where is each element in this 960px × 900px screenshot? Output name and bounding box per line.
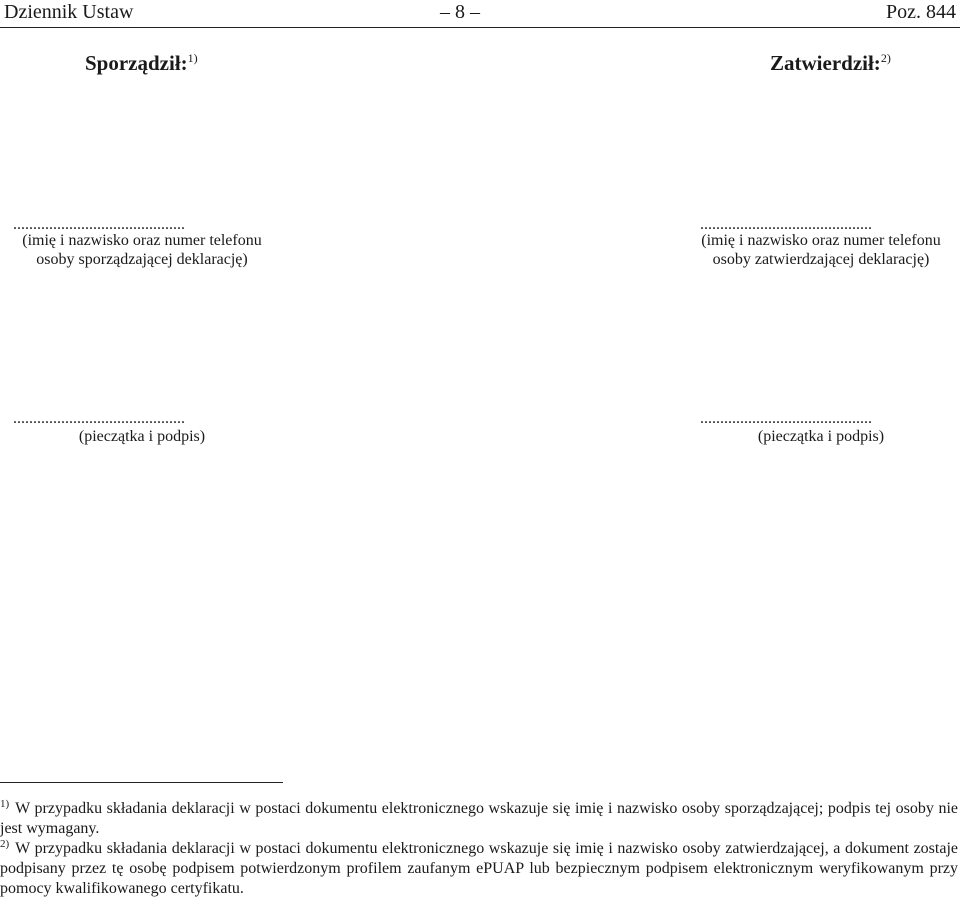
prepared-by-label: Sporządził: [85,51,188,75]
footnote-2 [0,834,958,899]
prepared-by-title [85,46,198,75]
footnote-1-marker: 1) [0,798,10,810]
preparer-signature-line: ........................................... [13,410,185,427]
preparer-name-caption-line2: osoby sporządzającej deklarację) [36,251,248,268]
approver-signature-caption: (pieczątka i podpis) [757,428,885,445]
footnote-ref-1: 1) [187,51,198,65]
footnote-2-text: W przypadku składania deklaracji w postaci dokumentu elektronicznego wskazuje się imię i nazwisko osoby zatwierdzającej, a dokument zostaje podpisany przez tę osobę podpisem potwierdzonym profilem zaufanym ePUAP lub bezpiecznym podpisem elektronicznym weryfikowanym przy pomocy kwalifikowanego certyfikatu. [0,840,958,897]
journal-title: Dziennik Ustaw [4,1,134,23]
preparer-signature-caption: (pieczątka i podpis) [78,428,206,445]
footnote-separator [0,782,283,783]
footnote-ref-2: 2) [880,51,891,65]
item-number: Poz. 844 [886,1,956,23]
header-rule [0,27,960,28]
preparer-name-caption-line1: (imię i nazwisko oraz numer telefonu [22,232,262,249]
approver-name-caption-line1: (imię i nazwisko oraz numer telefonu [701,232,941,249]
footnote-1-text: W przypadku składania deklaracji w postaci dokumentu elektronicznego wskazuje się imię i nazwisko osoby sporządzającej; podpis tej osoby nie jest wymagany. [0,800,958,837]
page-number: – 8 – [440,1,480,23]
approver-signature-line: ........................................... [700,410,872,427]
approved-by-label: Zatwierdził: [770,51,881,75]
footnote-2-marker: 2) [0,838,10,850]
preparer-name-line: ........................................... [13,216,185,233]
footnote-1 [0,794,958,839]
approved-by-title [770,46,891,75]
approver-name-line: ........................................... [700,216,872,233]
approver-name-caption-line2: osoby zatwierdzającej deklarację) [712,251,930,268]
